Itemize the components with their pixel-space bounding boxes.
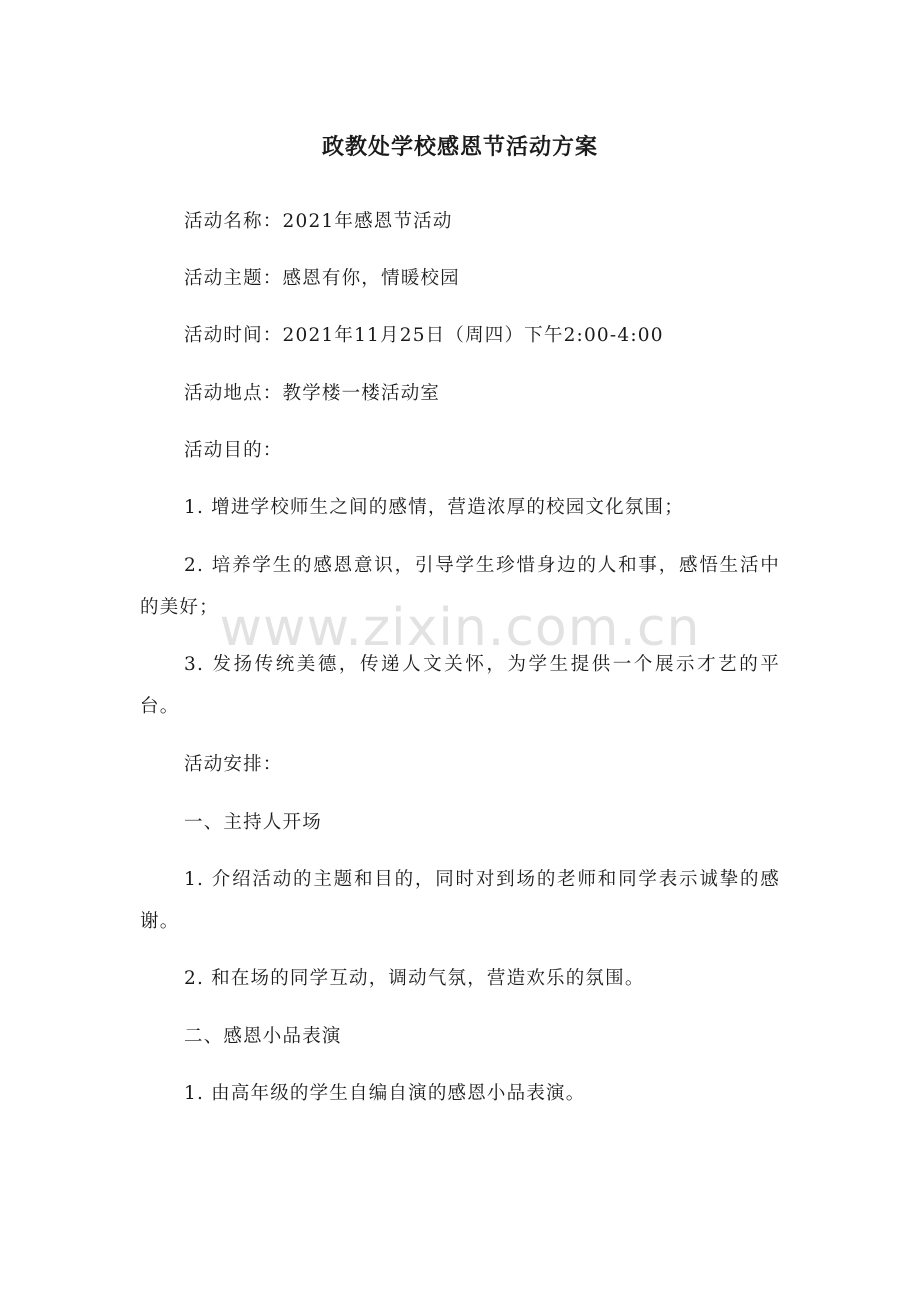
paragraph-section-1-heading: 一、主持人开场 — [184, 812, 322, 833]
paragraph-activity-place: 活动地点：教学楼一楼活动室 — [184, 383, 441, 404]
paragraph-arrangement-heading: 活动安排： — [184, 754, 283, 775]
paragraph-activity-time: 活动时间：2021年11月25日（周四）下午2:00-4:00 — [184, 325, 664, 346]
paragraph-purpose-1: 1. 增进学校师生之间的感情，营造浓厚的校园文化氛围； — [184, 497, 684, 518]
paragraph-purpose-heading: 活动目的： — [184, 440, 283, 461]
paragraph-activity-name: 活动名称：2021年感恩节活动 — [184, 211, 453, 232]
paragraph-section-1-item-1: 1. 介绍活动的主题和目的，同时对到场的老师和同学表示诚挚的感谢。 — [140, 869, 780, 932]
watermark: www.zixin.com.cn — [219, 598, 701, 658]
paragraph-purpose-2: 2. 培养学生的感恩意识，引导学生珍惜身边的人和事，感悟生活中的美好； — [140, 555, 780, 618]
paragraph-section-2-item-1: 1. 由高年级的学生自编自演的感恩小品表演。 — [184, 1083, 586, 1104]
paragraph-section-2-heading: 二、感恩小品表演 — [184, 1026, 342, 1047]
document-title: 政教处学校感恩节活动方案 — [321, 135, 598, 160]
paragraph-section-1-item-2: 2. 和在场的同学互动，调动气氛，营造欢乐的氛围。 — [184, 968, 645, 989]
paragraph-activity-theme: 活动主题：感恩有你，情暖校园 — [184, 268, 460, 289]
paragraph-purpose-3: 3. 发扬传统美德，传递人文关怀，为学生提供一个展示才艺的平台。 — [140, 654, 780, 717]
